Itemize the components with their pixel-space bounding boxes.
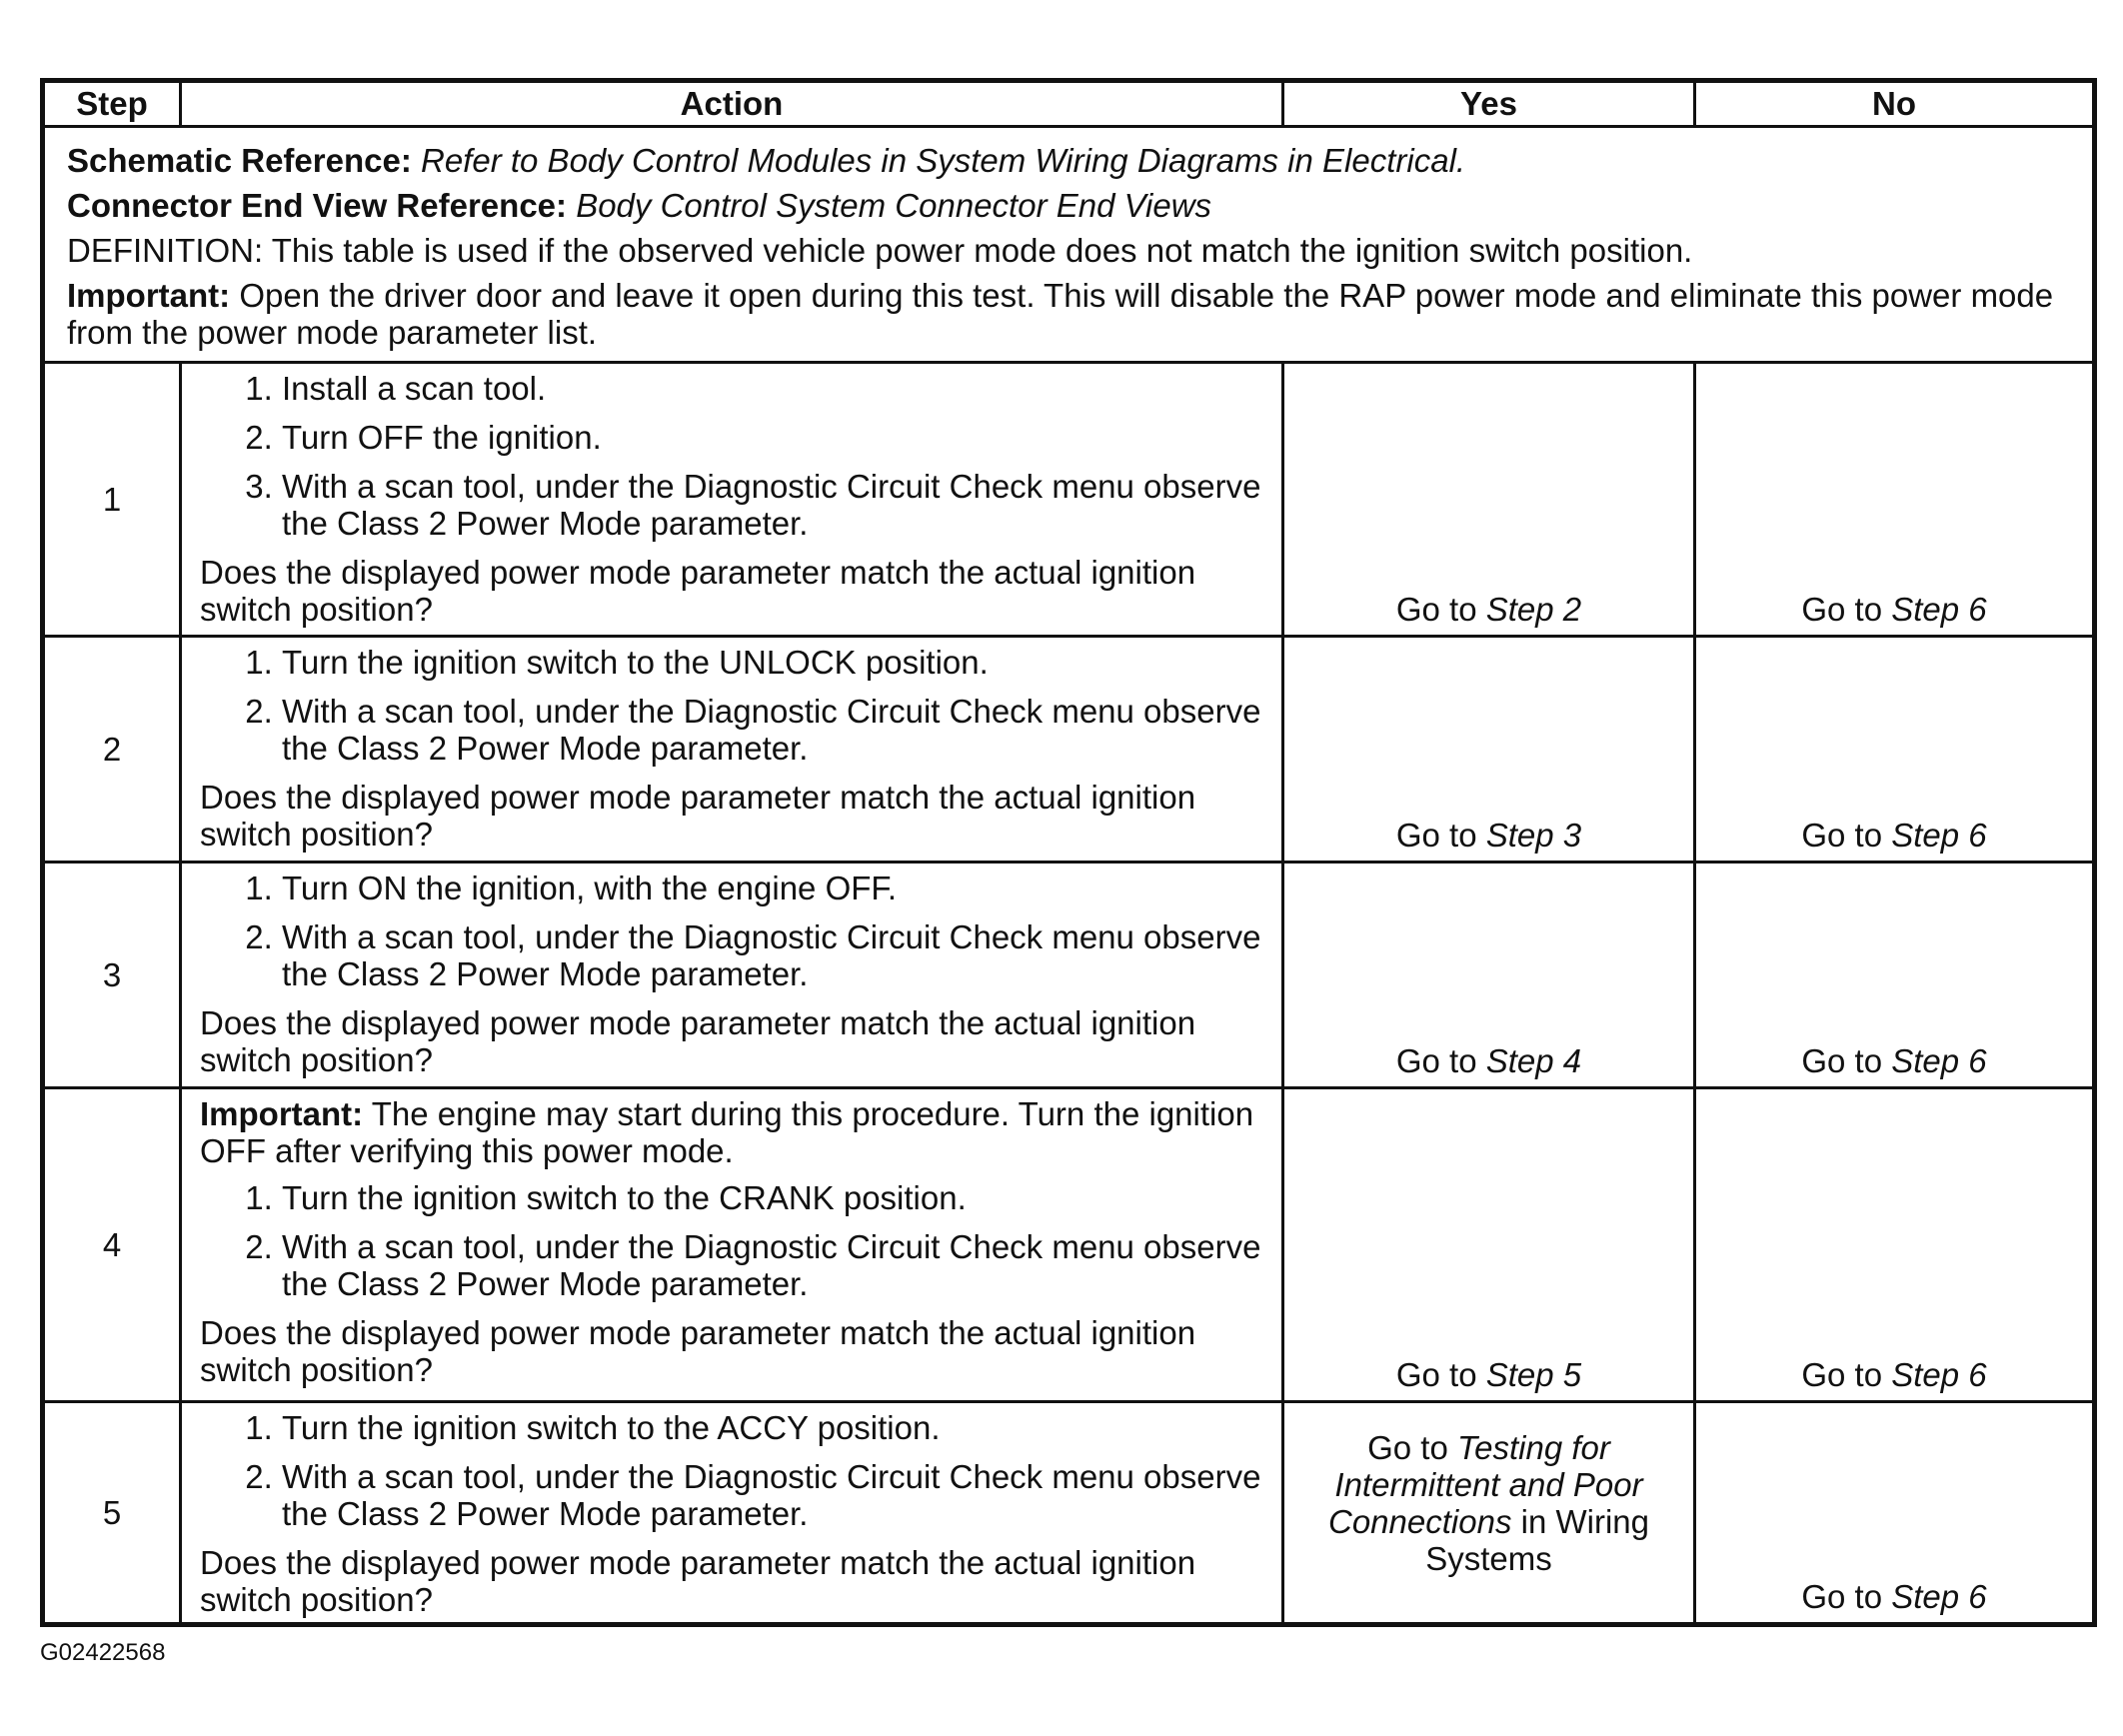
header-no: No: [1695, 81, 2095, 127]
action-cell: [181, 637, 1283, 863]
important-note: [67, 277, 2072, 351]
action-list: [200, 1409, 1261, 1532]
list-item: 2. With a scan tool, under the Diagnostic Circuit Check menu observe the Class 2 Power Mode parameter.: [282, 693, 1261, 767]
yes-link[interactable]: Step 3: [1485, 817, 1582, 854]
action-list: [200, 644, 1261, 767]
schematic-label: Schematic Reference:: [67, 142, 412, 179]
header-row: [43, 81, 2095, 127]
action-cell: [181, 863, 1283, 1088]
no-cell: [1695, 363, 2095, 637]
table-row: [43, 863, 2095, 1088]
no-prefix: Go to: [1801, 1356, 1883, 1393]
figure-id: G02422568: [40, 1639, 166, 1666]
step-number: 2: [43, 637, 181, 863]
connector-text: Body Control System Connector End Views: [576, 187, 1212, 224]
important-label: Important:: [67, 277, 231, 314]
action-list: [200, 1179, 1261, 1302]
yes-link[interactable]: Testing for Intermittent and Poor Connections: [1328, 1428, 1643, 1540]
list-item: 1. Install a scan tool.: [282, 370, 1261, 407]
header-yes: Yes: [1283, 81, 1695, 127]
table-row: [43, 637, 2095, 863]
action-cell: [181, 1402, 1283, 1625]
schematic-reference: [67, 138, 2072, 183]
yes-link[interactable]: Step 5: [1485, 1356, 1582, 1393]
yes-cell: [1283, 637, 1695, 863]
question-text: Does the displayed power mode parameter match the actual ignition switch position?: [200, 554, 1196, 628]
list-item: 1. Turn the ignition switch to the UNLOCK position.: [282, 644, 1261, 681]
action-cell: [181, 363, 1283, 637]
important-text: The engine may start during this procedure. Turn the ignition OFF after verifying this power mode.: [200, 1095, 1254, 1169]
no-cell: [1695, 1088, 2095, 1402]
yes-cell: [1283, 1402, 1695, 1625]
list-item: 1. Turn the ignition switch to the CRANK position.: [282, 1179, 1261, 1216]
list-item: 1. Turn the ignition switch to the ACCY position.: [282, 1409, 1261, 1446]
schematic-text: Refer to Body Control Modules in System Wiring Diagrams in Electrical.: [421, 142, 1466, 179]
header-step: Step: [43, 81, 181, 127]
yes-link[interactable]: Step 2: [1485, 591, 1582, 628]
connector-label: Connector End View Reference:: [67, 187, 568, 224]
no-cell: [1695, 637, 2095, 863]
reference-cell: [43, 127, 2095, 363]
table-row: [43, 1402, 2095, 1625]
step-number: 1: [43, 363, 181, 637]
step-number: 5: [43, 1402, 181, 1625]
no-link[interactable]: Step 6: [1891, 1042, 1987, 1079]
yes-prefix: Go to: [1395, 591, 1477, 628]
yes-prefix: Go to: [1395, 1042, 1477, 1079]
yes-cell: [1283, 363, 1695, 637]
list-item: 3. With a scan tool, under the Diagnostic Circuit Check menu observe the Class 2 Power Mode parameter.: [282, 468, 1261, 542]
no-prefix: Go to: [1801, 1042, 1883, 1079]
table-row: [43, 1088, 2095, 1402]
diagnostic-table: [40, 78, 2097, 1627]
list-item: 2. With a scan tool, under the Diagnostic Circuit Check menu observe the Class 2 Power Mode parameter.: [282, 918, 1261, 992]
list-item: 2. With a scan tool, under the Diagnostic Circuit Check menu observe the Class 2 Power Mode parameter.: [282, 1228, 1261, 1302]
connector-reference: [67, 183, 2072, 228]
yes-prefix: Go to: [1395, 1356, 1477, 1393]
no-link[interactable]: Step 6: [1891, 1356, 1987, 1393]
question-text: Does the displayed power mode parameter match the actual ignition switch position?: [200, 1314, 1196, 1388]
yes-prefix: Go to: [1367, 1428, 1448, 1466]
yes-suffix: in Wiring Systems: [1425, 1502, 1649, 1577]
step-number: 3: [43, 863, 181, 1088]
no-link[interactable]: Step 6: [1891, 1578, 1987, 1615]
table-row: [43, 363, 2095, 637]
no-prefix: Go to: [1801, 1578, 1883, 1615]
yes-cell: [1283, 863, 1695, 1088]
yes-prefix: Go to: [1395, 817, 1477, 854]
action-list: [200, 370, 1261, 542]
header-action: Action: [181, 81, 1283, 127]
no-prefix: Go to: [1801, 591, 1883, 628]
important-text: Open the driver door and leave it open during this test. This will disable the RAP power mode and eliminate this power mode from the power mode parameter list.: [67, 277, 2054, 351]
list-item: 2. With a scan tool, under the Diagnostic Circuit Check menu observe the Class 2 Power Mode parameter.: [282, 1458, 1261, 1532]
yes-cell: [1283, 1088, 1695, 1402]
important-note: [200, 1095, 1261, 1169]
question-text: Does the displayed power mode parameter match the actual ignition switch position?: [200, 1544, 1196, 1618]
question-text: Does the displayed power mode parameter match the actual ignition switch position?: [200, 779, 1196, 853]
no-prefix: Go to: [1801, 817, 1883, 854]
action-cell: [181, 1088, 1283, 1402]
important-label: Important:: [200, 1095, 364, 1132]
no-link[interactable]: Step 6: [1891, 591, 1987, 628]
no-link[interactable]: Step 6: [1891, 817, 1987, 854]
list-item: 1. Turn ON the ignition, with the engine OFF.: [282, 869, 1261, 906]
step-number: 4: [43, 1088, 181, 1402]
action-list: [200, 869, 1261, 992]
no-cell: [1695, 1402, 2095, 1625]
no-cell: [1695, 863, 2095, 1088]
reference-row: [43, 127, 2095, 363]
definition-text: DEFINITION: This table is used if the observed vehicle power mode does not match the ignition switch position.: [67, 232, 1693, 269]
question-text: Does the displayed power mode parameter match the actual ignition switch position?: [200, 1004, 1196, 1078]
yes-link[interactable]: Step 4: [1485, 1042, 1582, 1079]
list-item: 2. Turn OFF the ignition.: [282, 419, 1261, 456]
